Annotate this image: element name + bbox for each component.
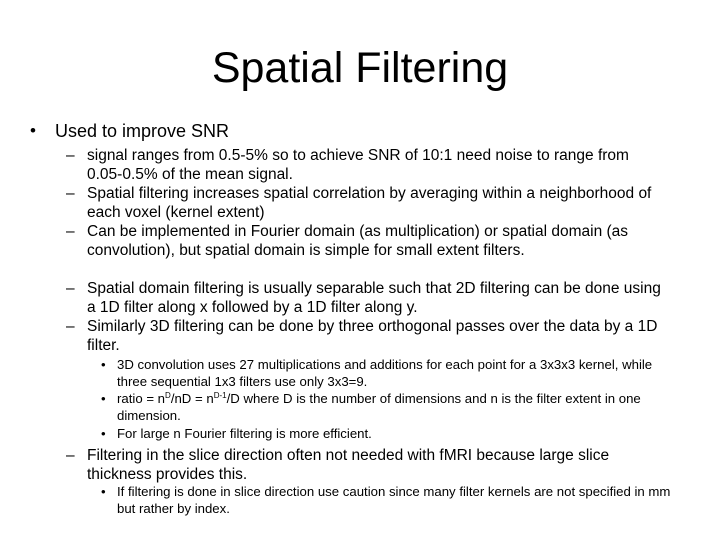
sub-bullet-text: Filtering in the slice direction often not needed with fMRI because large slice thickness provides this.: [87, 447, 610, 483]
bullet-icon: •: [101, 391, 106, 406]
slide-title: Spatial Filtering: [211, 44, 509, 92]
sub-bullet-text: Spatial domain filtering is usually separable such that 2D filtering can be done using a 1D filter along x followed by a 1D filter along y.: [87, 280, 661, 316]
dash-icon: –: [66, 280, 75, 297]
sub-sub-bullet-text: For large n Fourier filtering is more efficient.: [117, 426, 372, 441]
dash-icon: –: [66, 147, 75, 164]
bullet-icon: •: [101, 484, 106, 499]
sub-sub-bullet-text: ratio = $n^D/nD = n^{D-1}/D$ where D is the number of dimensions and n is the filter extent in one dimension.: [117, 391, 641, 423]
sub-bullet-text: Can be implemented in Fourier domain (as multiplication) or spatial domain (as convolution), but spatial domain is simple for small extent filters.: [87, 223, 629, 259]
dash-icon: –: [66, 185, 75, 202]
bullet-text: Used to improve SNR: [55, 121, 230, 141]
dash-icon: –: [66, 447, 75, 464]
sub-bullet-text: Similarly 3D filtering can be done by three orthogonal passes over the data by a 1D filter.: [87, 318, 658, 354]
bullet-icon: •: [101, 426, 106, 441]
sub-bullet-text: Spatial filtering increases spatial correlation by averaging within a neighborhood of each voxel (kernel extent): [87, 185, 652, 221]
sub-sub-bullet-text: If filtering is done in slice direction use caution since many filter kernels are not specified in mm but rather by index.: [117, 484, 671, 516]
bullet-icon: •: [101, 357, 106, 372]
sub-bullet-text: signal ranges from 0.5-5% so to achieve SNR of 10:1 need noise to range from 0.05-0.5% of the mean signal.: [87, 147, 629, 183]
dash-icon: –: [66, 318, 75, 335]
sub-sub-bullet-text: 3D convolution uses 27 multiplications and additions for each point for a 3x3x3 kernel, while three sequential 1x3 filters use only 3x3=9.: [117, 357, 653, 389]
dash-icon: –: [66, 223, 75, 240]
bullet-icon: •: [30, 121, 36, 140]
